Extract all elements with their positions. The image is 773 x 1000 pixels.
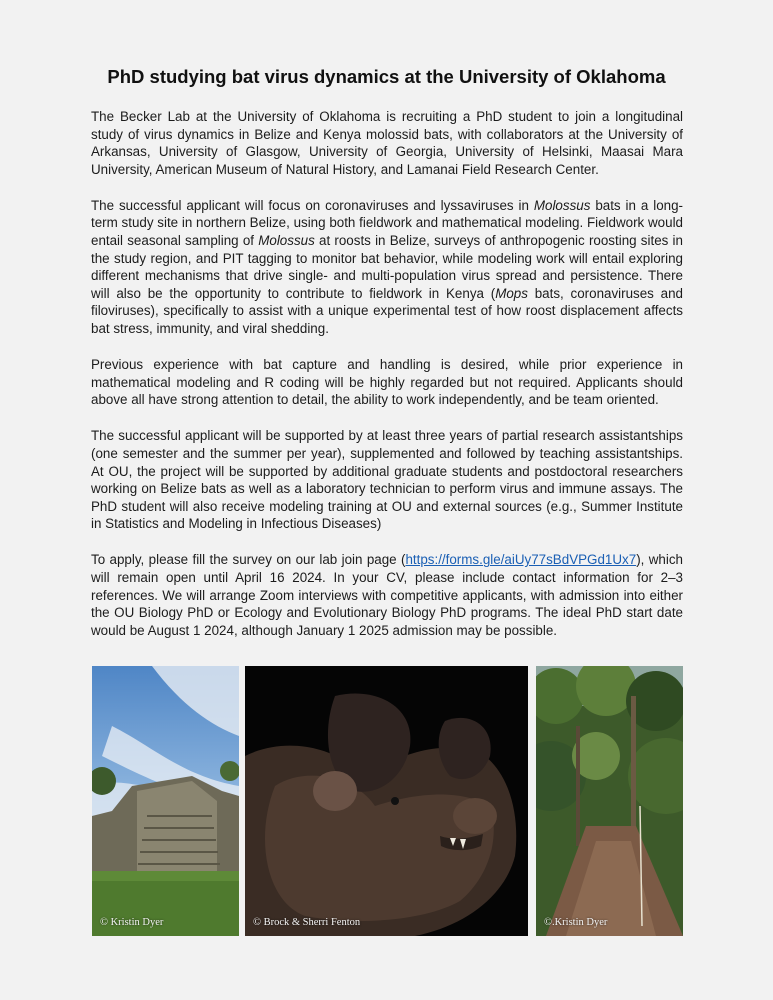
- text-run: ), which will remain open until April 16 2024. In your CV, please include contact information for 2–3 references. We will arrange Zoom interviews with competitive applicants, with admission into either the OU Biology PhD or Ecology and Evolutionary Biology PhD programs. The ideal PhD start date would be August 1 2024, although January 1 2025 admission may be possible.: [91, 552, 683, 638]
- text-run: The successful applicant will focus on coronaviruses and lyssaviruses in: [91, 197, 534, 213]
- paragraph-funding: The successful applicant will be supported by at least three years of partial research assistantships (one semester and the summer per year), supplemented and followed by teaching assistantships. At OU, the project will be supported by additional graduate students and postdoctoral researchers working on Belize bats as well as a laboratory technician to perform virus and immune assays. The PhD student will also receive modeling training at OU and external sources (e.g., Summer Institute in Statistics and Modeling in Infectious Diseases): [91, 428, 683, 532]
- text-run: bats, coronaviruses and filoviruses), specifically to assist with a unique experimental test of how roost displacement affects bat stress, immunity, and viral shedding.: [91, 285, 683, 337]
- paragraph-research-focus: [91, 197, 683, 338]
- paragraph-requirements: Previous experience with bat capture and handling is desired, while prior experience in mathematical modeling and R coding will be highly regarded but not required. Applicants should above all have strong attention to detail, the ability to work independently, and be team oriented.: [91, 357, 683, 408]
- application-form-link[interactable]: https://forms.gle/aiUy77sBdVPGd1Ux7: [405, 552, 637, 568]
- species-name: Molossus: [533, 197, 591, 213]
- species-name: Mops: [495, 285, 528, 301]
- text-run: bats in a long-term study site in northern Belize, using both fieldwork and mathematical modeling. Fieldwork would entail seasonal sampling of: [91, 197, 684, 249]
- document-title: PhD studying bat virus dynamics at the University of Oklahoma: [107, 66, 666, 87]
- photo-credit: © Kristin Dyer: [100, 917, 164, 928]
- document-body: [91, 108, 683, 658]
- photo-strip: [92, 666, 683, 936]
- species-name: Molossus: [258, 233, 315, 249]
- text-run: To apply, please fill the survey on our lab join page (: [91, 552, 406, 568]
- paragraph-intro: The Becker Lab at the University of Oklahoma is recruiting a PhD student to join a longitudinal study of virus dynamics in Belize and Kenya molossid bats, with collaborators at the University of Arkansas, University of Glasgow, University of Georgia, University of Helsinki, Maasai Mara University, American Museum of Natural History, and Lamanai Field Research Center.: [91, 109, 683, 177]
- paragraph-application: [91, 551, 683, 639]
- photo-bat-closeup: [245, 666, 528, 936]
- photo-credit: ©.Kristin Dyer: [544, 917, 608, 928]
- photo-mayan-temple: [92, 666, 239, 936]
- photo-forest-trail: [536, 666, 683, 936]
- text-run: at roosts in Belize, surveys of anthropogenic roosting sites in the study region, and PIT tagging to monitor bat behavior, while modeling work will entail exploring different mechanisms that drive single- and multi-population virus spread and persistence. There will also be the opportunity to contribute to fieldwork in Kenya (: [91, 233, 683, 301]
- photo-credit: © Brock & Sherri Fenton: [253, 917, 361, 928]
